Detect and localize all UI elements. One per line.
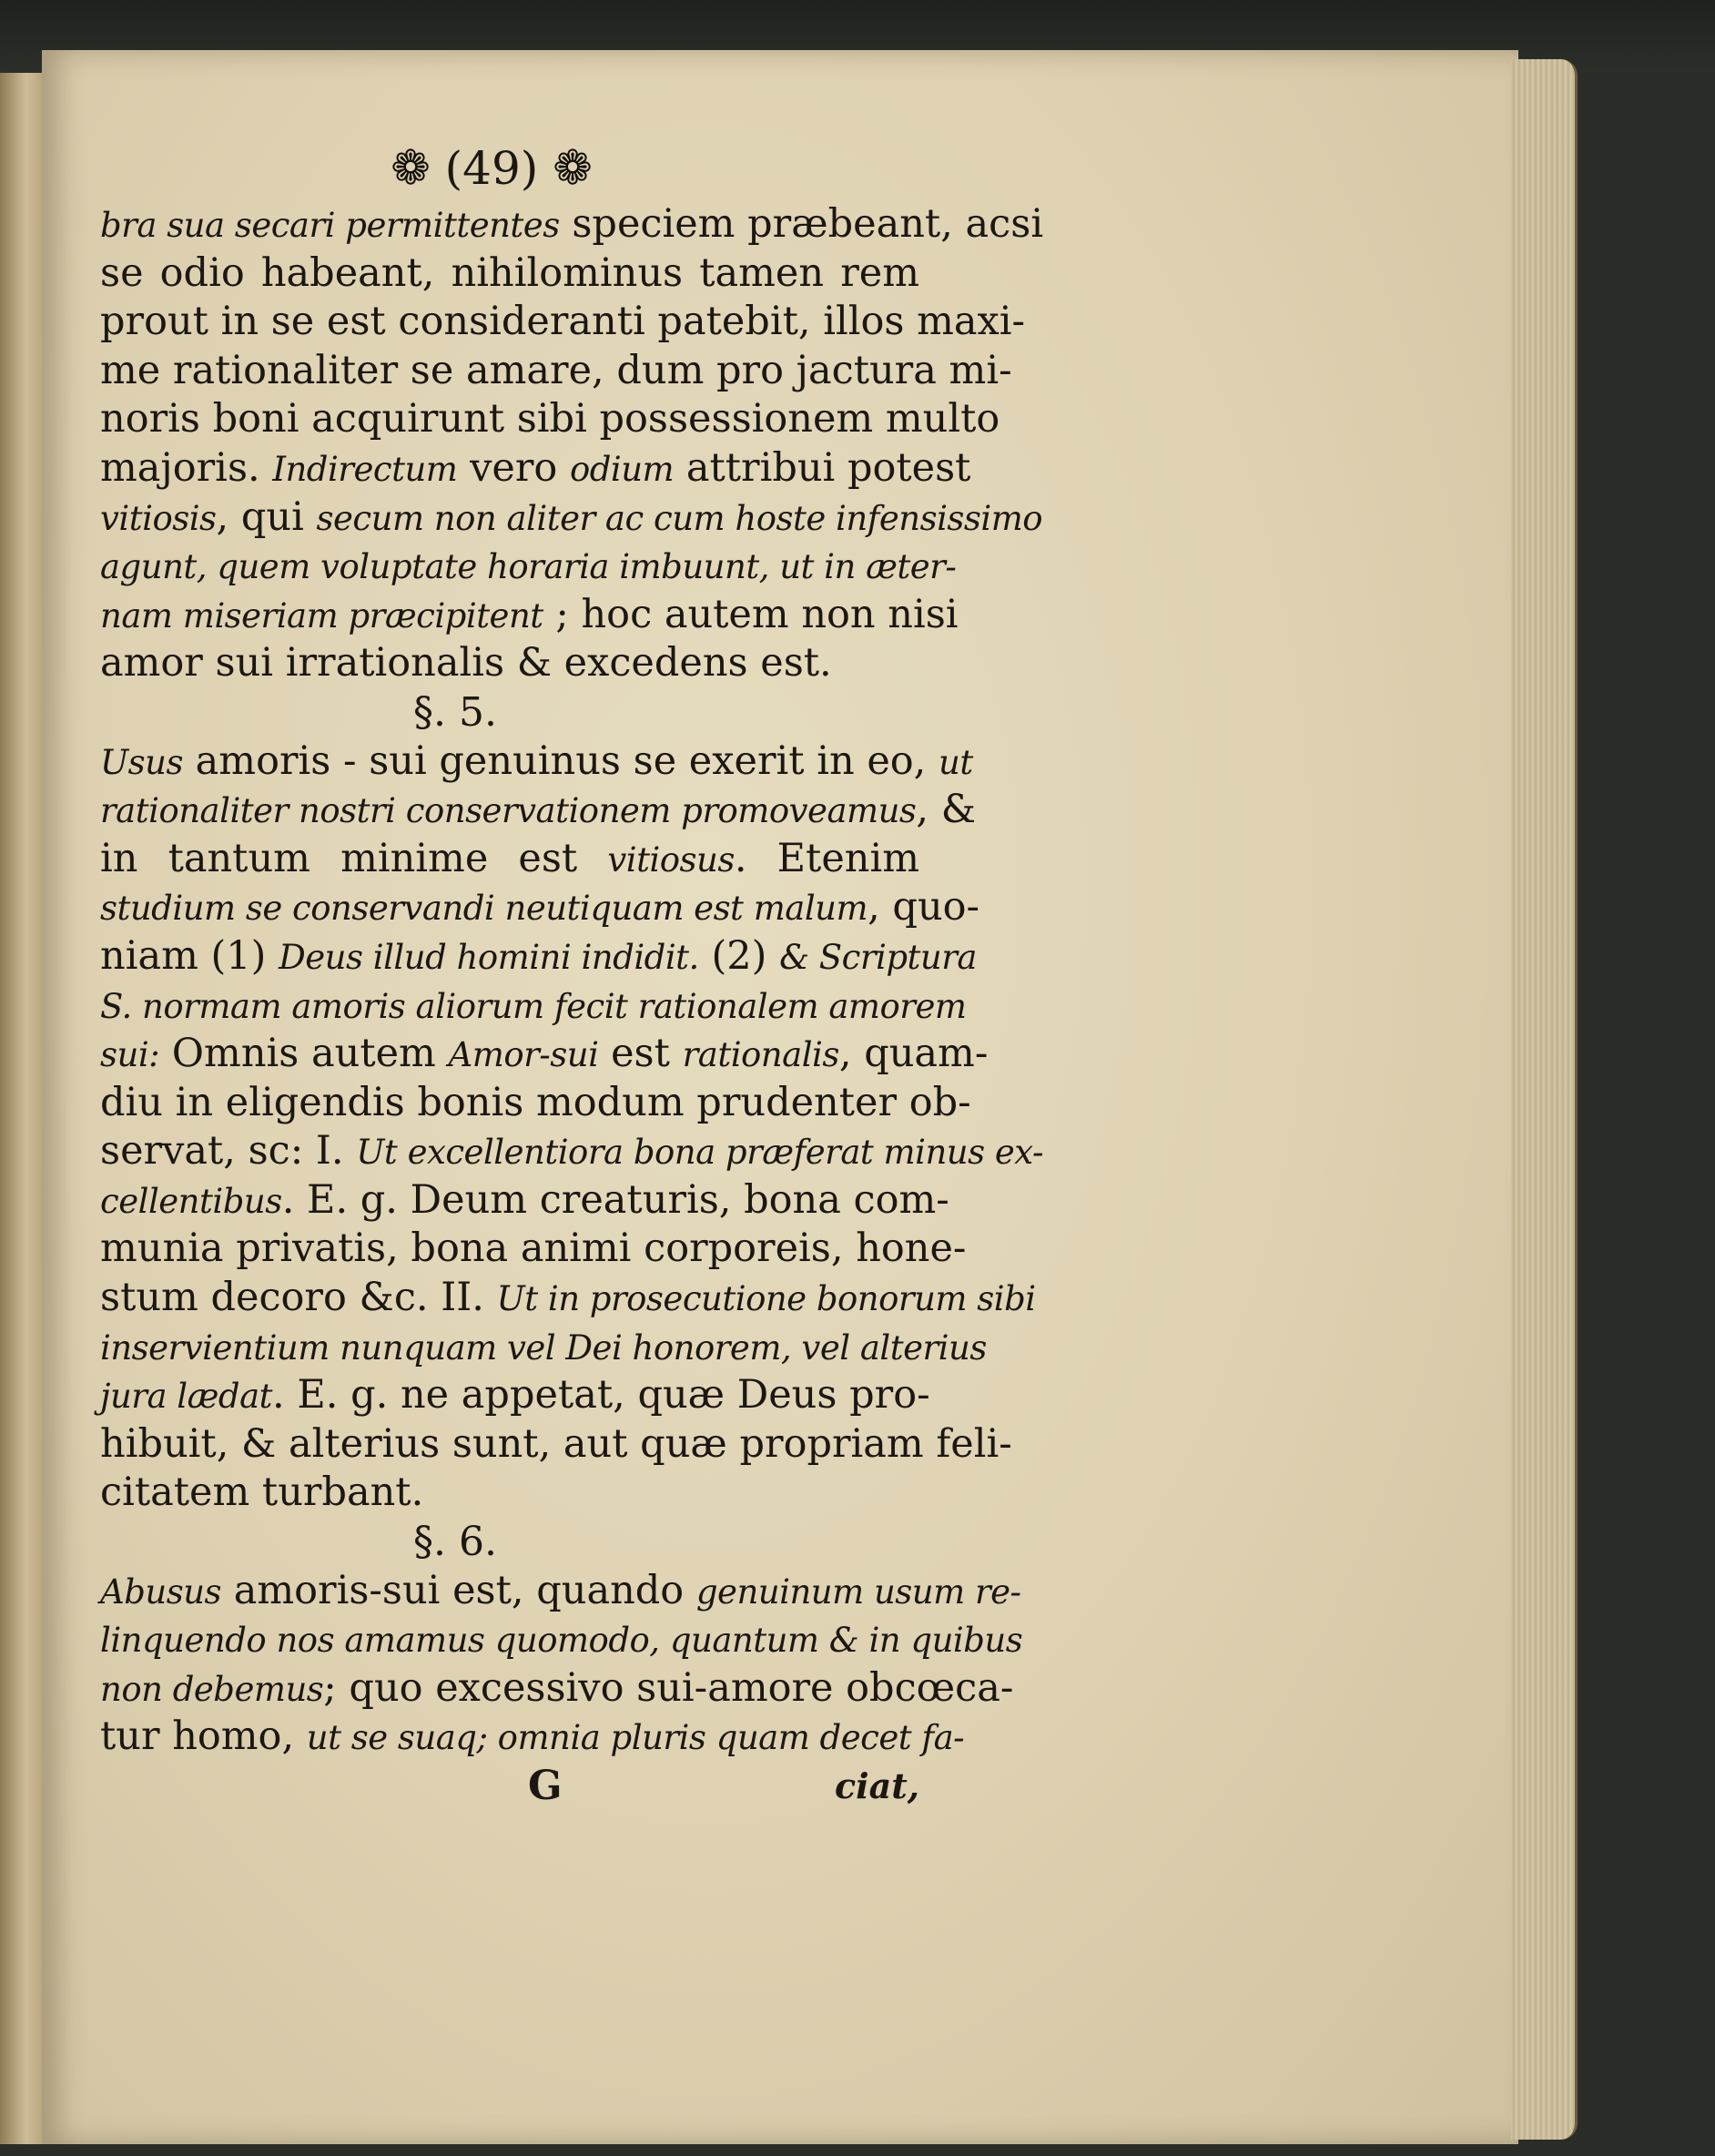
text-line xyxy=(100,786,977,835)
italic-run: studium se conservandi neutiquam est malum xyxy=(100,889,868,929)
text-line xyxy=(100,200,1044,249)
roman-run: se odio habeant, nihilominus tamen rem xyxy=(100,249,919,296)
roman-run: . E. g. ne appetat, quæ Deus pro- xyxy=(272,1372,930,1419)
section-6-heading: §. 6. xyxy=(413,1519,497,1566)
roman-run: (2) xyxy=(698,932,780,979)
text-line xyxy=(100,932,977,981)
italic-run: vitiosis xyxy=(100,498,217,538)
italic-run: secum non aliter ac cum hoste infensissimo xyxy=(316,498,1043,538)
roman-run: amor sui irrationalis & excedens est. xyxy=(100,640,832,686)
text-line xyxy=(100,1664,1014,1714)
roman-run: , qui xyxy=(216,493,317,540)
italic-run: vitiosus xyxy=(607,839,735,880)
text-line xyxy=(100,1567,1021,1616)
previous-page-edge xyxy=(0,73,46,2144)
italic-run: inservientium nunquam vel Dei honorem, vel alterius xyxy=(100,1327,987,1368)
text-line xyxy=(100,883,980,932)
italic-run: & Scriptura xyxy=(779,937,977,977)
italic-run: jura lædat xyxy=(100,1377,273,1417)
roman-run: prout in se est consideranti patebit, illos maxi- xyxy=(100,299,1026,345)
text-line xyxy=(100,1713,965,1762)
text-line xyxy=(100,1127,1043,1176)
catchword: ciat, xyxy=(835,1765,919,1806)
roman-run: . Etenim xyxy=(734,835,919,881)
italic-run: non debemus xyxy=(100,1669,324,1709)
italic-run: Ut in prosecutione bonorum sibi xyxy=(496,1279,1036,1319)
roman-run: in tantum minime est xyxy=(100,835,608,881)
roman-run: niam (1) xyxy=(100,932,279,979)
roman-run: . E. g. Deum creaturis, bona com- xyxy=(281,1176,949,1223)
italic-run: bra sua secari permittentes xyxy=(100,206,560,245)
roman-run: speciem præbeant, acsi xyxy=(559,201,1044,247)
italic-run: S. normam amoris aliorum fecit rationalem amorem xyxy=(100,986,967,1026)
italic-run: Indirectum xyxy=(272,449,458,489)
italic-run: agunt, quem voluptate horaria imbuunt, ut in æter- xyxy=(100,547,957,587)
roman-run: amoris-sui est, quando xyxy=(221,1567,696,1613)
text-line xyxy=(100,298,1026,347)
text-line xyxy=(100,639,919,688)
page-number: (49) xyxy=(444,142,539,195)
roman-run: vero xyxy=(457,444,570,491)
section-5-heading: §. 5. xyxy=(413,688,497,736)
italic-run: Amor-sui xyxy=(448,1035,599,1075)
text-line xyxy=(100,249,919,299)
ornament-right-icon: ❁ xyxy=(553,141,593,196)
italic-run: odium xyxy=(569,449,675,489)
roman-run: est xyxy=(598,1031,683,1077)
text-line xyxy=(100,1225,967,1274)
roman-run: servat, sc: I. xyxy=(100,1128,357,1175)
page-text xyxy=(100,141,1044,1811)
text-line xyxy=(100,444,971,493)
paragraph-b xyxy=(100,737,1043,1519)
roman-run: , quam- xyxy=(838,1031,989,1077)
roman-run: majoris. xyxy=(100,444,273,491)
roman-run: ; quo excessivo sui-amore obcœca- xyxy=(323,1664,1014,1711)
italic-run: Usus xyxy=(100,742,183,782)
roman-run: amoris - sui genuinus se exerit in eo, xyxy=(183,737,939,784)
text-line xyxy=(100,1469,919,1518)
text-line xyxy=(100,395,1000,444)
text-line xyxy=(100,591,959,640)
roman-run: me rationaliter se amare, dum pro jactura mi- xyxy=(100,347,1012,393)
roman-run: , & xyxy=(916,787,977,833)
italic-run: linquendo nos amamus quomodo, quantum & in quibus xyxy=(100,1621,1023,1661)
text-line xyxy=(100,1030,989,1079)
text-line xyxy=(100,1371,930,1420)
ornament-left-icon: ❁ xyxy=(391,141,431,196)
roman-run: munia privatis, bona animi corporeis, hone- xyxy=(100,1225,967,1272)
text-line xyxy=(100,1176,949,1225)
text-line xyxy=(100,1615,1023,1664)
italic-run: nam miseriam præcipitent xyxy=(100,595,543,636)
italic-run: Ut excellentiora bona præferat minus ex- xyxy=(356,1133,1043,1173)
text-line xyxy=(100,1323,987,1372)
text-line xyxy=(100,1079,971,1128)
italic-run: ut xyxy=(939,742,973,782)
text-line xyxy=(100,737,973,787)
text-line xyxy=(100,981,967,1031)
text-line xyxy=(100,493,1043,543)
page-footer xyxy=(100,1762,919,1811)
text-line xyxy=(100,1420,1012,1470)
roman-run: noris boni acquirunt sibi possessionem multo xyxy=(100,396,1000,442)
italic-run: rationaliter nostri conservationem promoveamus xyxy=(100,791,917,831)
page-header xyxy=(218,141,765,200)
paragraph-a xyxy=(100,200,1044,688)
italic-run: genuinum usum re- xyxy=(695,1571,1021,1612)
roman-run: attribui potest xyxy=(674,444,971,491)
page-block-edge xyxy=(1511,59,1578,2140)
italic-run: ut se suaq; omnia pluris quam decet fa- xyxy=(306,1718,965,1758)
roman-run: ; hoc autem non nisi xyxy=(543,591,959,637)
italic-run: cellentibus xyxy=(100,1181,282,1221)
roman-run: diu in eligendis bonis modum prudenter ob- xyxy=(100,1079,971,1125)
roman-run: , quo- xyxy=(868,884,980,931)
paragraph-c xyxy=(100,1567,1023,1762)
roman-run: tur homo, xyxy=(100,1714,307,1760)
italic-run: Deus illud homini indidit. xyxy=(279,937,699,977)
text-line xyxy=(100,347,1012,396)
roman-run: Omnis autem xyxy=(159,1031,449,1077)
italic-run: rationalis xyxy=(682,1035,839,1075)
italic-run: Abusus xyxy=(100,1571,222,1612)
text-line xyxy=(100,542,957,591)
text-line xyxy=(100,835,919,884)
signature-mark: G xyxy=(528,1763,563,1809)
roman-run: citatem turbant. xyxy=(100,1470,424,1516)
roman-run: stum decoro &c. II. xyxy=(100,1275,497,1321)
text-line xyxy=(100,1274,1036,1323)
italic-run: sui: xyxy=(100,1035,160,1075)
roman-run: hibuit, & alterius sunt, aut quæ propriam feli- xyxy=(100,1420,1012,1467)
